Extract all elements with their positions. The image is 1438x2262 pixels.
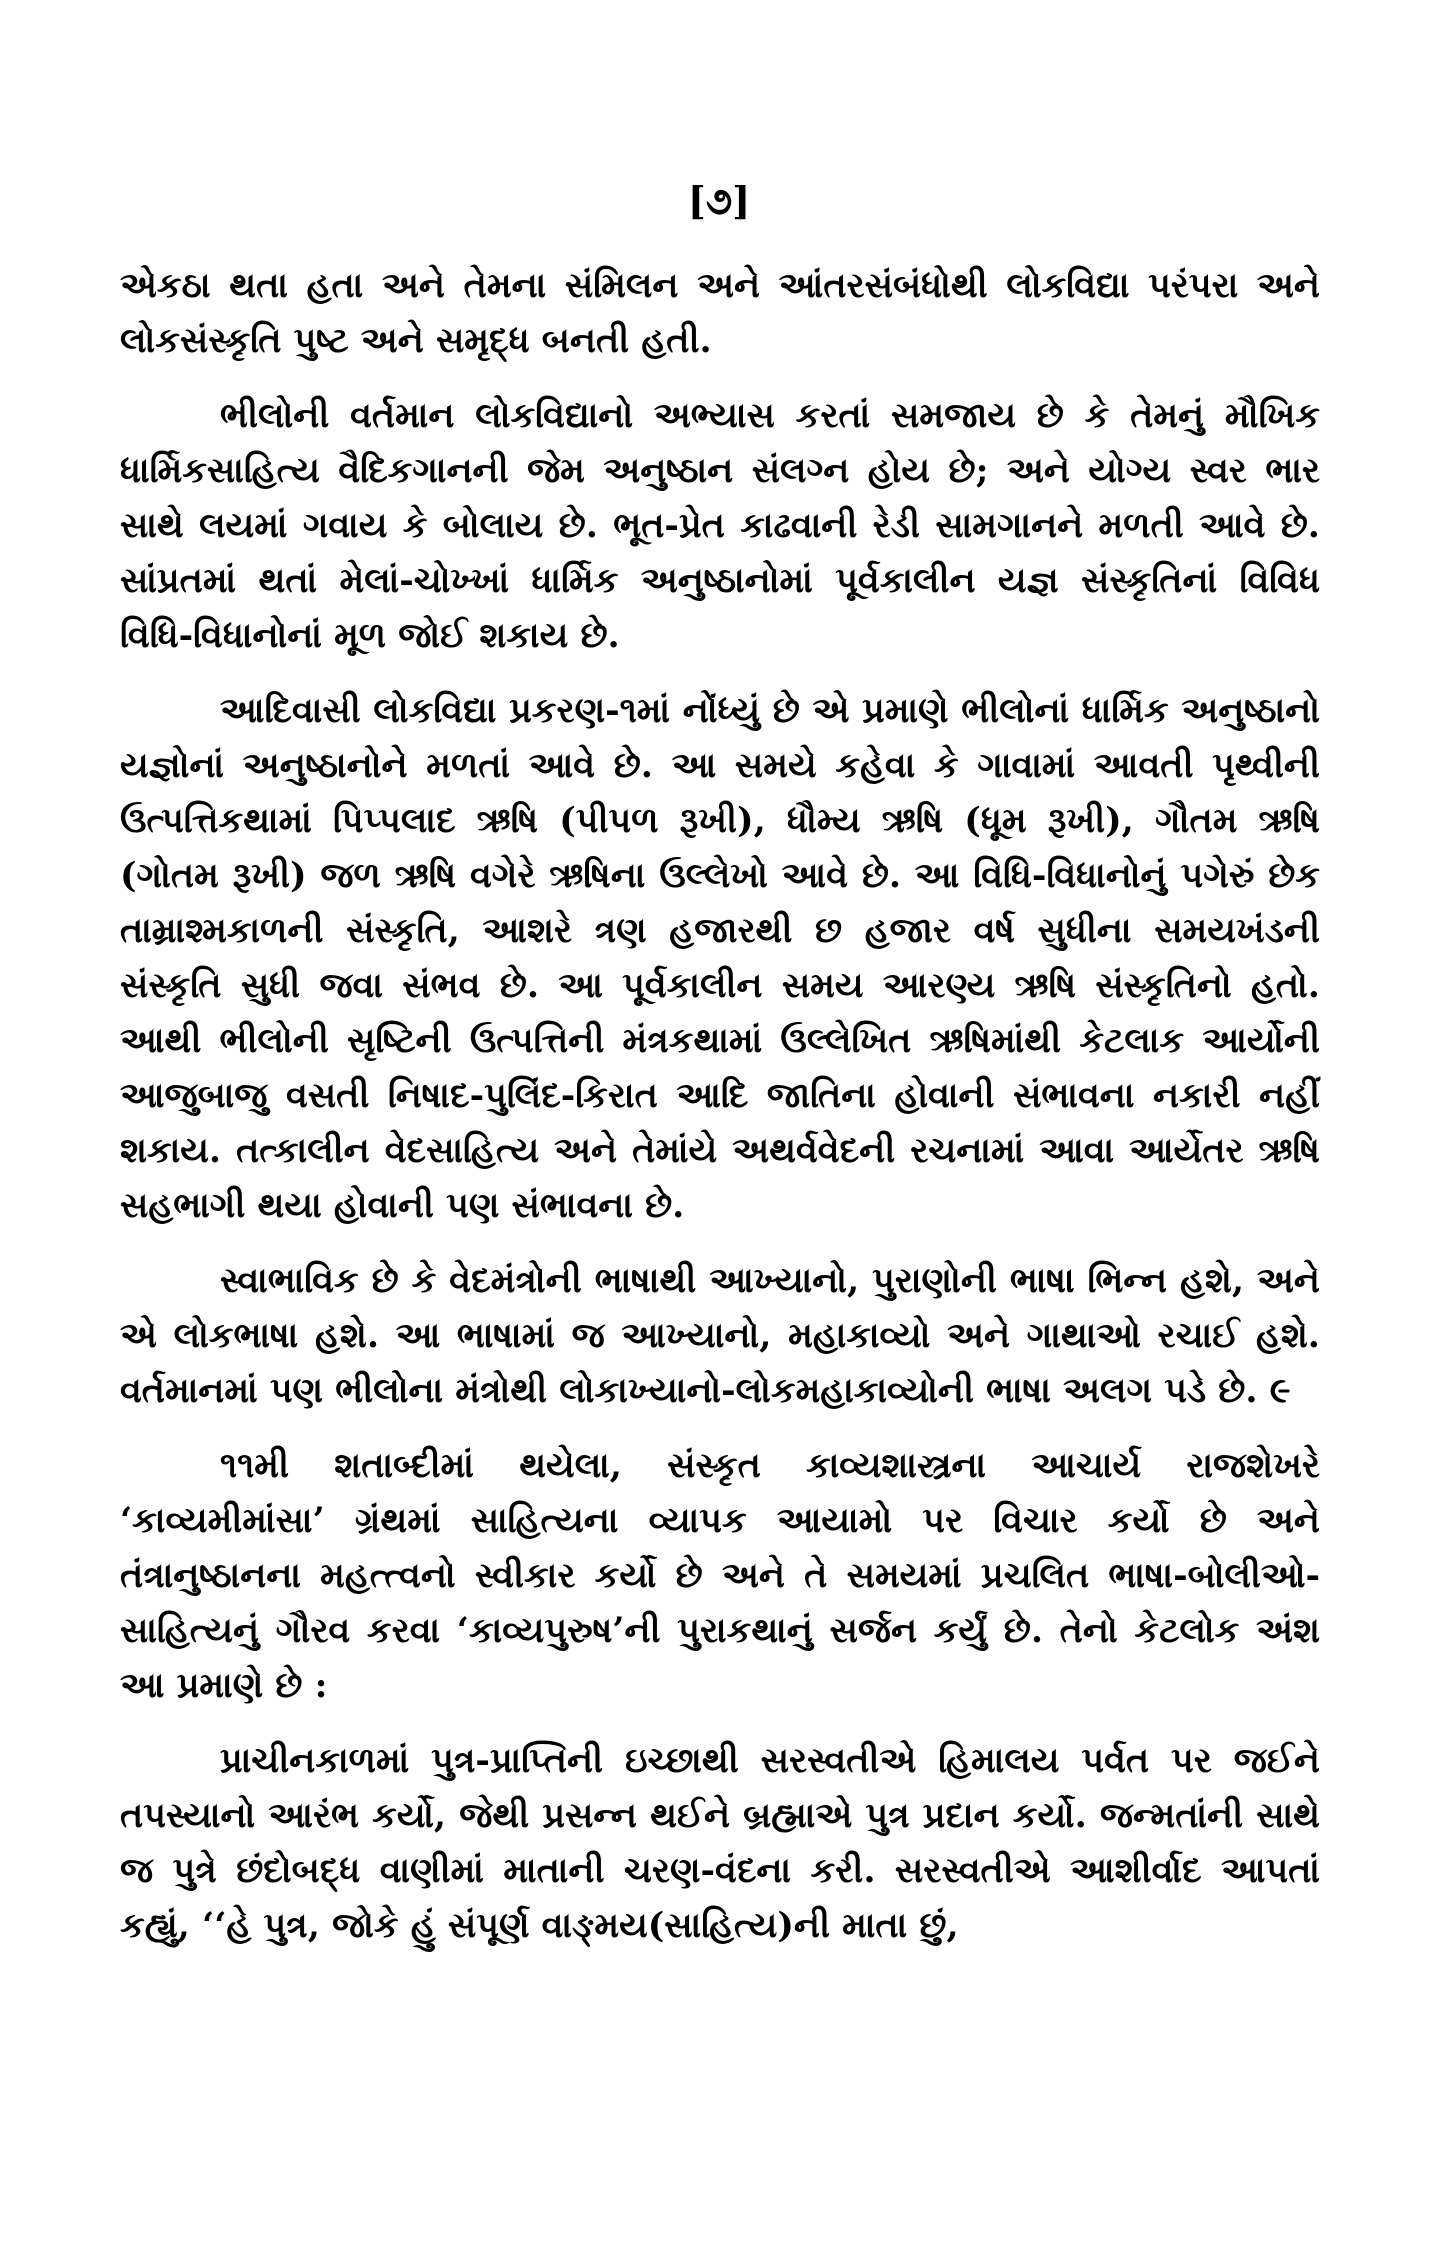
page-number: [૭] <box>687 178 751 223</box>
paragraph-saraswati-story: પ્રાચીનકાળમાં પુત્ર-પ્રાપ્તિની ઇચ્છાથી સરસ્વતીએ હિમાલય પર્વત પર જઈને તપસ્યાનો આરંભ કર્યો, જેથી પ્રસન્ન થઈને બ્રહ્માએ પુત્ર પ્રદાન કર્યો. જન્મતાંની સાથે જ પુત્રે છંદોબદ્ધ વાણીમાં માતાની ચરણ-વંદના કરી. સરસ્વતીએ આશીર્વાદ આપતાં કહ્યું, ‘‘હે પુત્ર, જોકે હું સંપૂર્ણ વાઙ્મય(સાહિત્ય)ની માતા છું, <box>120 1740 1320 1946</box>
paragraph-folk-language: સ્વાભાવિક છે કે વેદમંત્રોની ભાષાથી આખ્યાનો, પુરાણોની ભાષા ભિન્ન હશે, અને એ લોકભાષા હશે. આ ભાષામાં જ આખ્યાનો, મહાકાવ્યો અને ગાથાઓ રચાઈ હશે. વર્તમાનમાં પણ ભીલોના મંત્રોથી લોકાખ્યાનો-લોકમહાકાવ્યોની ભાષા અલગ પડે છે. ૯ <box>120 1260 1320 1411</box>
body-text <box>120 258 1320 1973</box>
paragraph-rituals-rishis: આદિવાસી લોકવિદ્યા પ્રકરણ-૧માં નોંધ્યું છે એ પ્રમાણે ભીલોનાં ધાર્મિક અનુષ્ઠાનો યજ્ઞોનાં અનુષ્ઠાનોને મળતાં આવે છે. આ સમયે કહેવા કે ગાવામાં આવતી પૃથ્વીની ઉત્પત્તિકથામાં પિપ્પલાદ ઋષિ (પીપળ રૂખી), ધૌમ્ય ઋષિ (ધૂમ રૂખી), ગૌતમ ઋષિ (ગોતમ રૂખી) જળ ઋષિ વગેરે ઋષિના ઉલ્લેખો આવે છે. આ વિધિ-વિધાનોનું પગેરું છેક તામ્રાશ્મકાળની સંસ્કૃતિ, આશરે ત્રણ હજારથી છ હજાર વર્ષ સુધીના સમયખંડની સંસ્કૃતિ સુધી જવા સંભવ છે. આ પૂર્વકાલીન સમય આરણ્ય ઋષિ સંસ્કૃતિનો હતો. આથી ભીલોની સૃષ્ટિની ઉત્પત્તિની મંત્રકથામાં ઉલ્લેખિત ઋષિમાંથી કેટલાક આર્યોની આજુબાજુ વસતી નિષાદ-પુલિંદ-કિરાત આદિ જાતિના હોવાની સંભાવના નકારી નહીં શકાય. તત્કાલીન વેદસાહિત્ય અને તેમાંયે અથર્વવેદની રચનામાં આવા આર્યેતર ઋષિ સહભાગી થયા હોવાની પણ સંભાવના છે. <box>120 690 1320 1226</box>
paragraph-bhil-folklore: ભીલોની વર્તમાન લોકવિદ્યાનો અભ્યાસ કરતાં સમજાય છે કે તેમનું મૌખિક ધાર્મિકસાહિત્ય વૈદિકગાનની જેમ અનુષ્ઠાન સંલગ્ન હોય છે; અને યોગ્ય સ્વર ભાર સાથે લયમાં ગવાય કે બોલાય છે. ભૂત-પ્રેત કાઢવાની રેડી સામગાનને મળતી આવે છે. સાંપ્રતમાં થતાં મેલાં-ચોખ્ખાં ધાર્મિક અનુષ્ઠાનોમાં પૂર્વકાલીન યજ્ઞ સંસ્કૃતિનાં વિવિધ વિધિ-વિધાનોનાં મૂળ જોઈ શકાય છે. <box>120 395 1320 656</box>
paragraph-continuation: એકઠા થતા હતા અને તેમના સંમિલન અને આંતરસંબંધોથી લોકવિદ્યા પરંપરા અને લોકસંસ્કૃતિ પુષ્ટ અને સમૃદ્ધ બનતી હતી. <box>120 265 1320 361</box>
paragraph-rajashekhara: ૧૧મી શતાબ્દીમાં થયેલા, સંસ્કૃત કાવ્યશાસ્ત્રના આચાર્ય રાજશેખરે ‘કાવ્યમીમાંસા’ ગ્રંથમાં સાહિત્યના વ્યાપક આયામો પર વિચાર કર્યો છે અને તંત્રાનુષ્ઠાનના મહત્ત્વનો સ્વીકાર કર્યો છે અને તે સમયમાં પ્રચલિત ભાષા-બોલીઓ-સાહિત્યનું ગૌરવ કરવા ‘કાવ્યપુરુષ’ની પુરાકથાનું સર્જન કર્યું છે. તેનો કેટલોક અંશ આ પ્રમાણે છે : <box>120 1445 1320 1706</box>
